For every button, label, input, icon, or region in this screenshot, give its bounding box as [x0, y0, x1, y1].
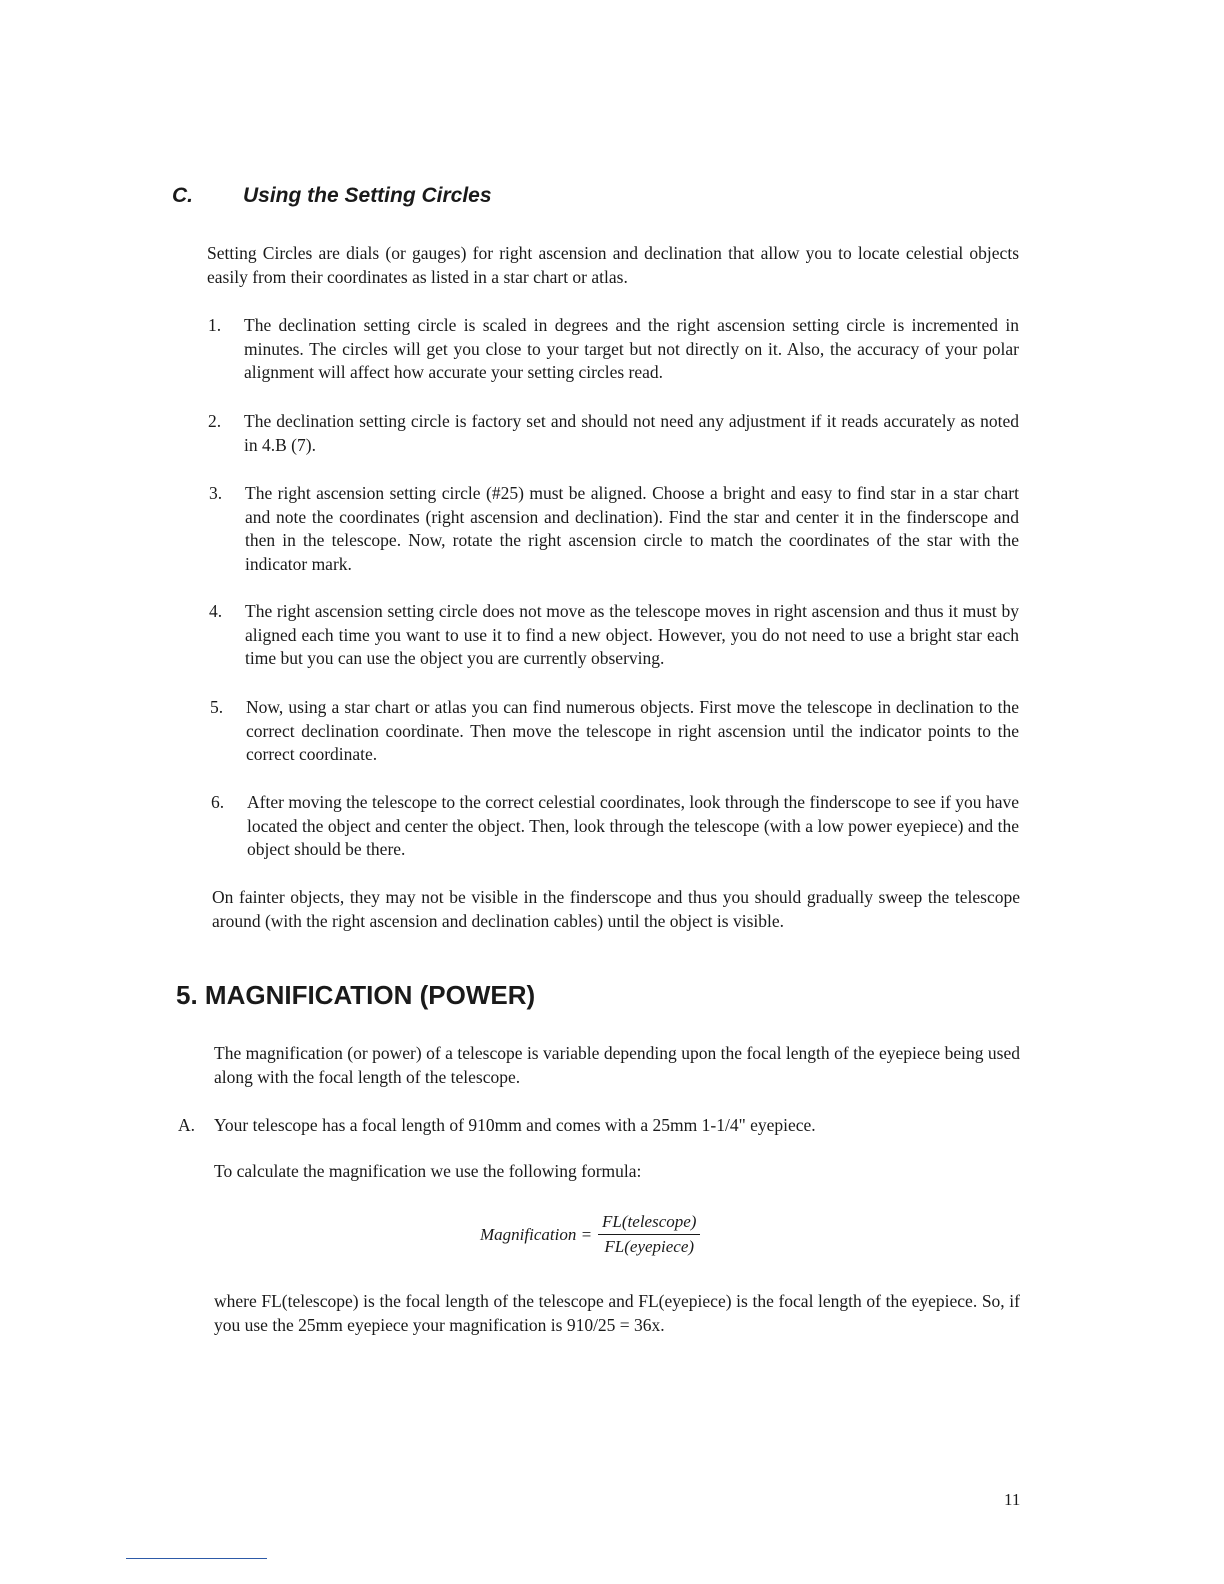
section-5-heading: 5. MAGNIFICATION (POWER) — [176, 980, 536, 1010]
list-item-text: Now, using a star chart or atlas you can find numerous objects. First move the telescope in declination to the correct declination coordinate. Then move the telescope in right ascension until the indicator points to the correct coordinate. — [246, 697, 1019, 764]
list-item-text: The declination setting circle is factory set and should not need any adjustment if it reads accurately as noted in 4.B (7). — [244, 411, 1019, 455]
list-item — [209, 482, 1019, 576]
list-item-letter: A. — [178, 1115, 196, 1135]
list-item-number: 3. — [209, 483, 223, 503]
section-c-closing: On fainter objects, they may not be visible in the finderscope and thus you should gradually sweep the telescope around (with the right ascension and declination cables) until the object is visible. — [212, 887, 1020, 931]
list-item — [209, 600, 1019, 671]
footer-rule — [126, 1558, 267, 1559]
list-item — [211, 791, 1019, 862]
page-number: 11 — [1004, 1490, 1021, 1509]
list-item-number: 6. — [211, 792, 225, 812]
list-item — [208, 410, 1019, 457]
list-item-text: After moving the telescope to the correct celestial coordinates, look through the finderscope to see if you have located the object and center the object. Then, look through the telescope (with a low power eyepiece) and the object should be there. — [247, 792, 1019, 859]
formula-fraction — [598, 1212, 700, 1257]
list-item-text: The right ascension setting circle (#25) must be aligned. Choose a bright and easy to find star in a star chart and note the coordinates (right ascension and declination). Find the star and center it in the finderscope and then in the telescope. Now, rotate the right ascension circle to match the coordinates of the star with the indicator mark. — [245, 483, 1019, 574]
list-item-number: 2. — [208, 411, 222, 431]
section-c-title: Using the Setting Circles — [243, 184, 492, 207]
list-item-text: The declination setting circle is scaled in degrees and the right ascension setting circle is incremented in minutes. The circles will get you close to your target but not directly on it. Also, the accuracy of your polar alignment will affect how accurate your setting circles read. — [244, 315, 1019, 382]
list-item-text: Your telescope has a focal length of 910mm and comes with a 25mm 1-1/4" eyepiece. — [214, 1115, 816, 1135]
formula-numerator: FL(telescope) — [598, 1212, 700, 1235]
section-c-letter: C. — [172, 184, 193, 207]
list-item-a — [178, 1114, 816, 1138]
formula-lhs: Magnification = — [480, 1224, 593, 1244]
magnification-formula — [480, 1212, 700, 1257]
list-item-text: The right ascension setting circle does not move as the telescope moves in right ascension and thus it must by aligned each time you want to use it to find a new object. However, you do not need to use a bright star each time but you can use the object you are currently observing. — [245, 601, 1019, 668]
list-item-number: 5. — [210, 697, 224, 717]
section-c-intro: Setting Circles are dials (or gauges) for right ascension and declination that allow you to locate celestial objects easily from their coordinates as listed in a star chart or atlas. — [207, 243, 1019, 287]
formula-explanation: where FL(telescope) is the focal length of the telescope and FL(eyepiece) is the focal length of the eyepiece. So, if you use the 25mm eyepiece your magnification is 910/25 = 36x. — [214, 1291, 1020, 1335]
list-item — [210, 696, 1019, 767]
formula-intro: To calculate the magnification we use the following formula: — [214, 1161, 642, 1181]
list-item — [208, 314, 1019, 385]
section-c-heading — [172, 184, 492, 208]
list-item-number: 4. — [209, 601, 223, 621]
section-5-intro: The magnification (or power) of a telescope is variable depending upon the focal length of the eyepiece being used along with the focal length of the telescope. — [214, 1043, 1020, 1087]
list-item-number: 1. — [208, 315, 222, 335]
formula-denominator: FL(eyepiece) — [604, 1237, 695, 1256]
